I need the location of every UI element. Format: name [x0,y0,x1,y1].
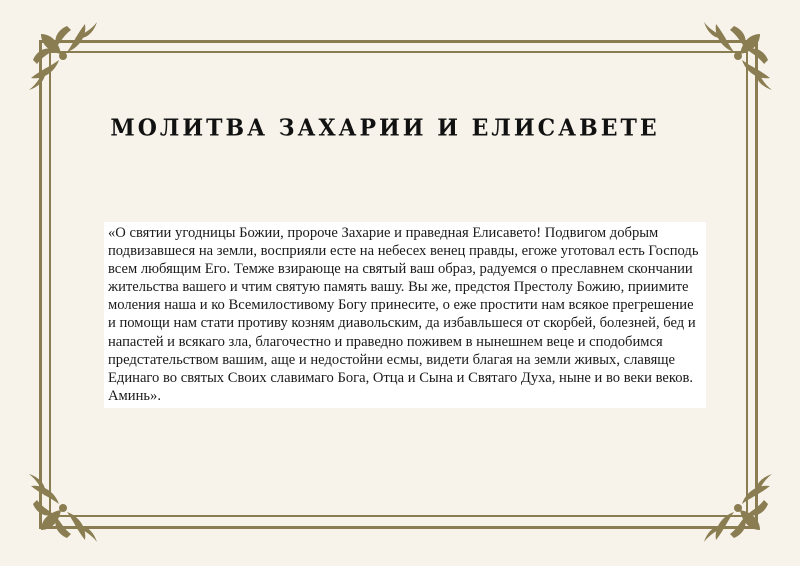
corner-ornament-icon [700,20,774,94]
page-title: МОЛИТВА ЗАХАРИИ И ЕЛИСАВЕТЕ [110,114,660,142]
corner-ornament-icon [27,470,101,544]
corner-ornament-icon [27,20,101,94]
corner-ornament-icon [700,470,774,544]
prayer-text: «О святии угодницы Божии, пророче Захарие и праведная Елисавето! Подвигом добрым подвизавшеся на земли, восприяли есте на небесех венец правды, егоже уготовал есть Господь всем любящим Его. Темже взирающе на святый ваш образ, радуемся о преславнем скончании жительства вашего и чтим святую память вашу. Вы же, предстоя Престолу Божию, приимите моления наша и ко Всемилостивому Богу принесите, о еже простити нам всякое прегрешение и помощи нам стати противу козням диавольским, да избавльшеся от скорбей, болезней, бед и напастей и всякаго зла, благочестно и праведно поживем в нынешнем веце и сподобимся предстательством вашим, аще и недостойни есмы, видети благая на земли живых, славяще Единаго во святых Своих славимаго Бога, Отца и Сына и Святаго Духа, ныне и во веки веков. Аминь». [104,222,706,408]
